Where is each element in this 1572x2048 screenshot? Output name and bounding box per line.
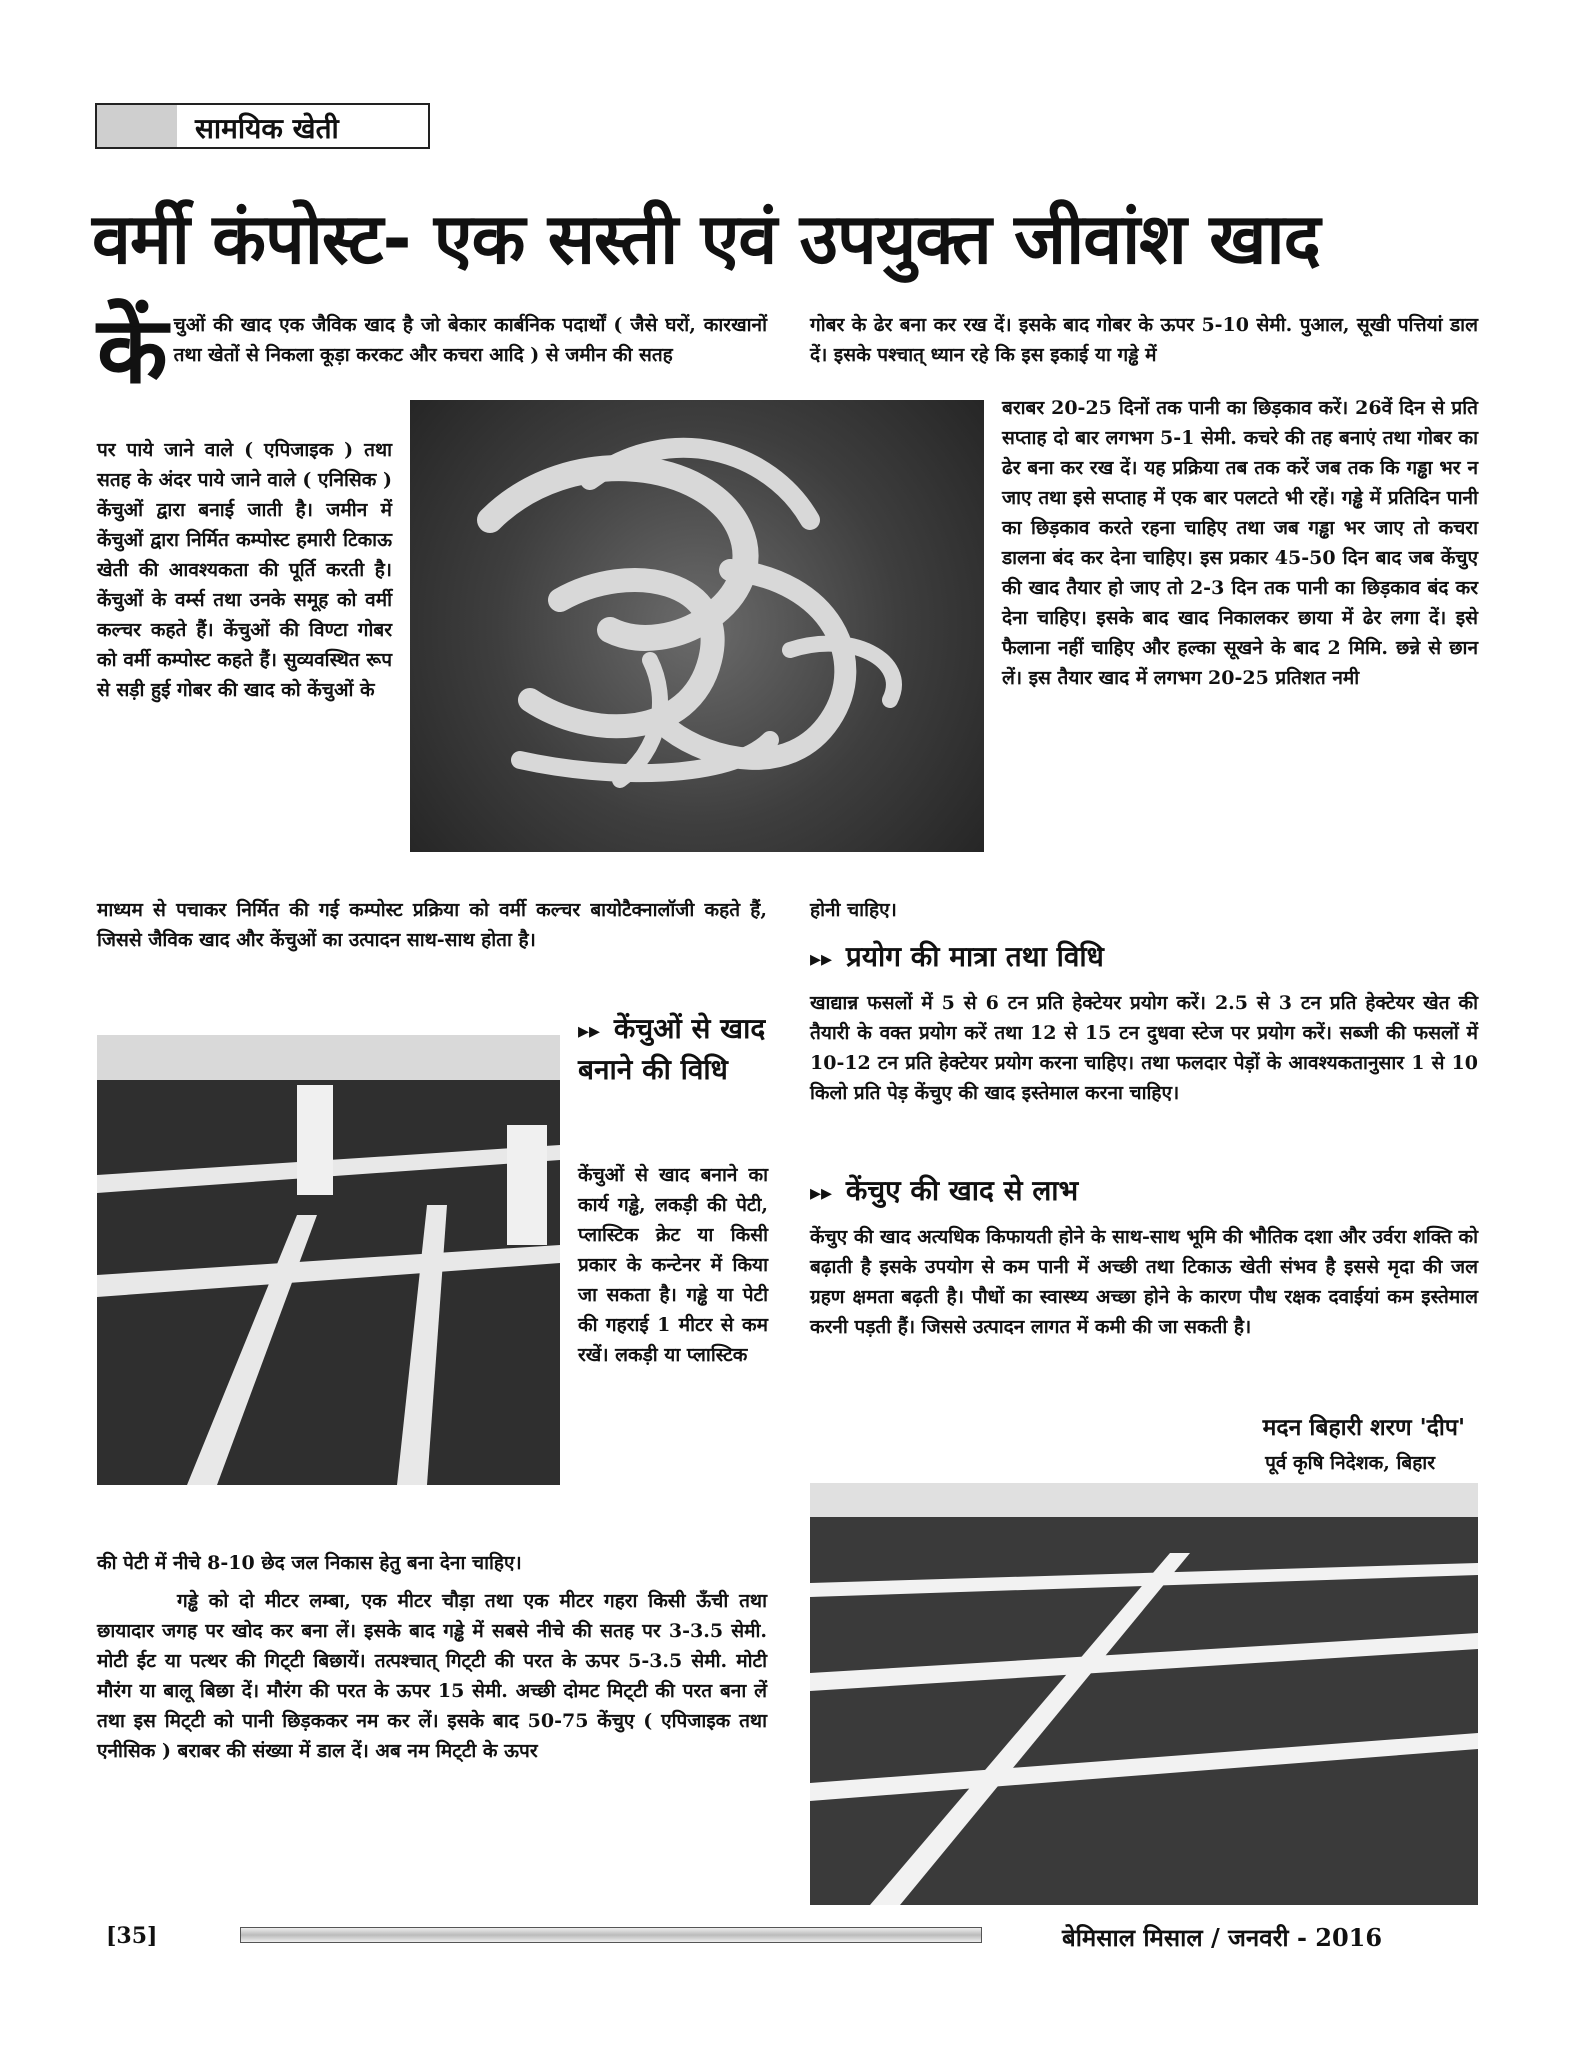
compost-trays-illustration [810, 1483, 1478, 1905]
intro-after-block [97, 895, 767, 955]
right-cont-top-text: गोबर के ढेर बना कर रख दें। इसके बाद गोबर के ऊपर 5-10 सेमी. पुआल, सूखी पत्तियां डाल दें। इसके पश्चात्‌ ध्यान रहे कि इस इकाई या गड्ढे में [810, 314, 1478, 366]
right-cont-beside-image-text: बराबर 20-25 दिनों तक पानी का छिड़काव करें। 26वें दिन से प्रति सप्ताह दो बार लगभग 5-1 सेमी. कचरे की तह बनाएं तथा गोबर का ढेर बना कर रख दें। यह प्रक्रिया तब तक करें जब तक कि गड्ढा भर न जाए तथा इसे सप्ताह में एक बार पलटते भी रहें। गड्ढे में प्रतिदिन पानी का छिड़काव करते रहना चाहिए तथा जब गड्ढा भर जाए तो कचरा डालना बंद कर देना चाहिए। इस प्रकार 45-50 दिन बाद जब केंचुए की खाद तैयार हो जाए तो 2-3 दिन तक पानी का छिड़काव बंद कर देना चाहिए। इसके बाद खाद निकालकर छाया में ढेर लगा दें। इसे फैलाना नहीं चाहिए और हल्का सूखने के बाद 2 मिमि. छन्ने से छान लें। इस तैयार खाद में लगभग 20-25 प्रतिशत नमी [1002, 397, 1478, 689]
compost-beds-illustration [97, 1035, 560, 1485]
right-cont-top [810, 310, 1478, 370]
dose-text: खाद्यान्न फसलों में 5 से 6 टन प्रति हेक्टेयर प्रयोग करें। 2.5 से 3 टन प्रति हेक्टेयर खेत की तैयारी के वक्त प्रयोग करें तथा 12 से 15 टन दुधवा स्टेज पर प्रयोग करें। सब्जी की फसलों में 10-12 टन प्रति हेक्टेयर प्रयोग करना चाहिए। तथा फलदार पेड़ों के आवश्यकतानुसार 1 से 10 किलो प्रति पेड़ केंचुए की खाद इस्तेमाल करना चाहिए। [810, 992, 1478, 1104]
earthworms-illustration [410, 400, 984, 852]
benefit-heading-block [810, 1172, 1478, 1213]
section-tag-label: सामयिक खेती [195, 112, 339, 145]
benefit-heading [810, 1172, 1478, 1213]
author-name: मदन बिहारी शरण 'दीप' [1262, 1414, 1465, 1441]
author-title: पूर्व कृषि निदेशक, बिहार [1265, 1452, 1435, 1474]
right-cont-after [810, 895, 1478, 925]
footer-divider-bar [240, 1927, 982, 1943]
method-heading [578, 1010, 768, 1089]
method-heading-text: केंचुओं से खाद बनाने की विधि [578, 1012, 766, 1086]
dose-heading-block [810, 938, 1478, 979]
benefit-text-block [810, 1222, 1478, 1342]
intro-after-text: माध्यम से पचाकर निर्मित की गई कम्पोस्ट प्रक्रिया को वर्मी कल्चर बायोटैक्नालॉजी कहते हैं, जिससे जैविक खाद और केंचुओं का उत्पादन साथ-साथ होता है। [97, 899, 767, 951]
right-cont-beside-image [1002, 393, 1478, 693]
intro-first-block [97, 297, 767, 404]
magazine-issue: बेमिसाल मिसाल / जनवरी - 2016 [1062, 1923, 1383, 1952]
method-after-text: की पेटी में नीचे 8-10 छेद जल निकास हेतु बना देना चाहिए। [97, 1552, 522, 1574]
compost-trays-photo [810, 1483, 1478, 1905]
double-arrow-icon: ▸▸ [810, 947, 833, 972]
section-tag [95, 103, 430, 149]
method-after-block [97, 1548, 767, 1578]
method-beside-image [578, 1160, 768, 1370]
section-tag-shade [97, 105, 177, 147]
intro-beside-image [97, 435, 392, 705]
compost-beds-photo [97, 1035, 560, 1485]
dose-heading [810, 938, 1478, 979]
double-arrow-icon: ▸▸ [810, 1181, 833, 1206]
benefit-text: केंचुए की खाद अत्यधिक किफायती होने के साथ-साथ भूमि की भौतिक दशा और उर्वरा शक्ति को बढ़ाती है इसके उपयोग से कम पानी में अच्छी तथा टिकाऊ खेती संभव है इससे मृदा की जल ग्रहण क्षमता बढ़ती है। पौधों का स्वास्थ्य अच्छा होने के कारण पौध रक्षक दवाईयां कम इस्तेमाल करनी पड़ती हैं। जिससे उत्पादन लागत में कमी की जा सकती है। [810, 1226, 1478, 1338]
intro-first-text: चुओं की खाद एक जैविक खाद है जो बेकार कार्बनिक पदार्थों ( जैसे घरों, कारखानों तथा खेतों से निकला कूड़ा करकट और कचरा आदि ) से जमीन की सतह [173, 314, 767, 366]
right-cont-after-text: होनी चाहिए। [810, 899, 897, 921]
double-arrow-icon: ▸▸ [578, 1019, 601, 1044]
dose-text-block [810, 988, 1478, 1108]
intro-beside-image-text: पर पाये जाने वाले ( एपिजाइक ) तथा सतह के अंदर पाये जाने वाले ( एनिसिक ) केंचुओं द्वारा बनाई जाती है। जमीन में केंचुओं द्वारा निर्मित कम्पोस्ट हमारी टिकाऊ खेती की आवश्यकता की पूर्ति करती है। केंचुओं के वर्म्स तथा उनके समूह को वर्मी कल्चर कहते हैं। केंचुओं की विण्टा गोबर को वर्मी कम्पोस्ट कहते हैं। सुव्यवस्थित रूप से सड़ी हुई गोबर की खाद को केंचुओं के [97, 439, 392, 701]
dose-heading-text: प्रयोग की मात्रा तथा विधि [845, 940, 1104, 973]
pit-paragraph-text: गड्ढे को दो मीटर लम्बा, एक मीटर चौड़ा तथा एक मीटर गहरा किसी ऊँची तथा छायादार जगह पर खोद कर बना लें। इसके बाद गड्ढे में सबसे नीचे की सतह पर 3-3.5 सेमी. मोटी ईट या पत्थर की गिट्‌टी बिछायें। तत्पश्चात्‌ गिट्‌टी की परत के ऊपर 5-3.5 सेमी. मोटी मौरंग या बालू बिछा दें। मौरंग की परत के ऊपर 15 सेमी. अच्छी दोमट मिट्‌टी की परत बना लें तथा इस मिट्‌टी को पानी छिड़ककर नम कर लें। इसके बाद 50-75 केंचुए ( एपिजाइक तथा एनीसिक ) बराबर की संख्या में डाल दें। अब नम मिट्‌टी के ऊपर [97, 1590, 767, 1762]
article-title: वर्मी कंपोस्ट- एक सस्ती एवं उपयुक्त जीवांश खाद [92, 198, 1320, 280]
page-number: [35] [106, 1923, 158, 1949]
method-heading-block [578, 1010, 768, 1089]
pit-paragraph-block [97, 1586, 767, 1766]
benefit-heading-text: केंचुए की खाद से लाभ [845, 1174, 1079, 1207]
method-beside-image-text: केंचुओं से खाद बनाने का कार्य गड्ढे, लकड़ी की पेटी, प्लास्टिक क्रेट या किसी प्रकार के कन्टेनर में किया जा सकता है। गड्ढे या पेटी की गहराई 1 मीटर से कम रखें। लकड़ी या प्लास्टिक [578, 1164, 768, 1366]
dropcap: कें [97, 297, 168, 404]
earthworms-photo [410, 400, 984, 852]
